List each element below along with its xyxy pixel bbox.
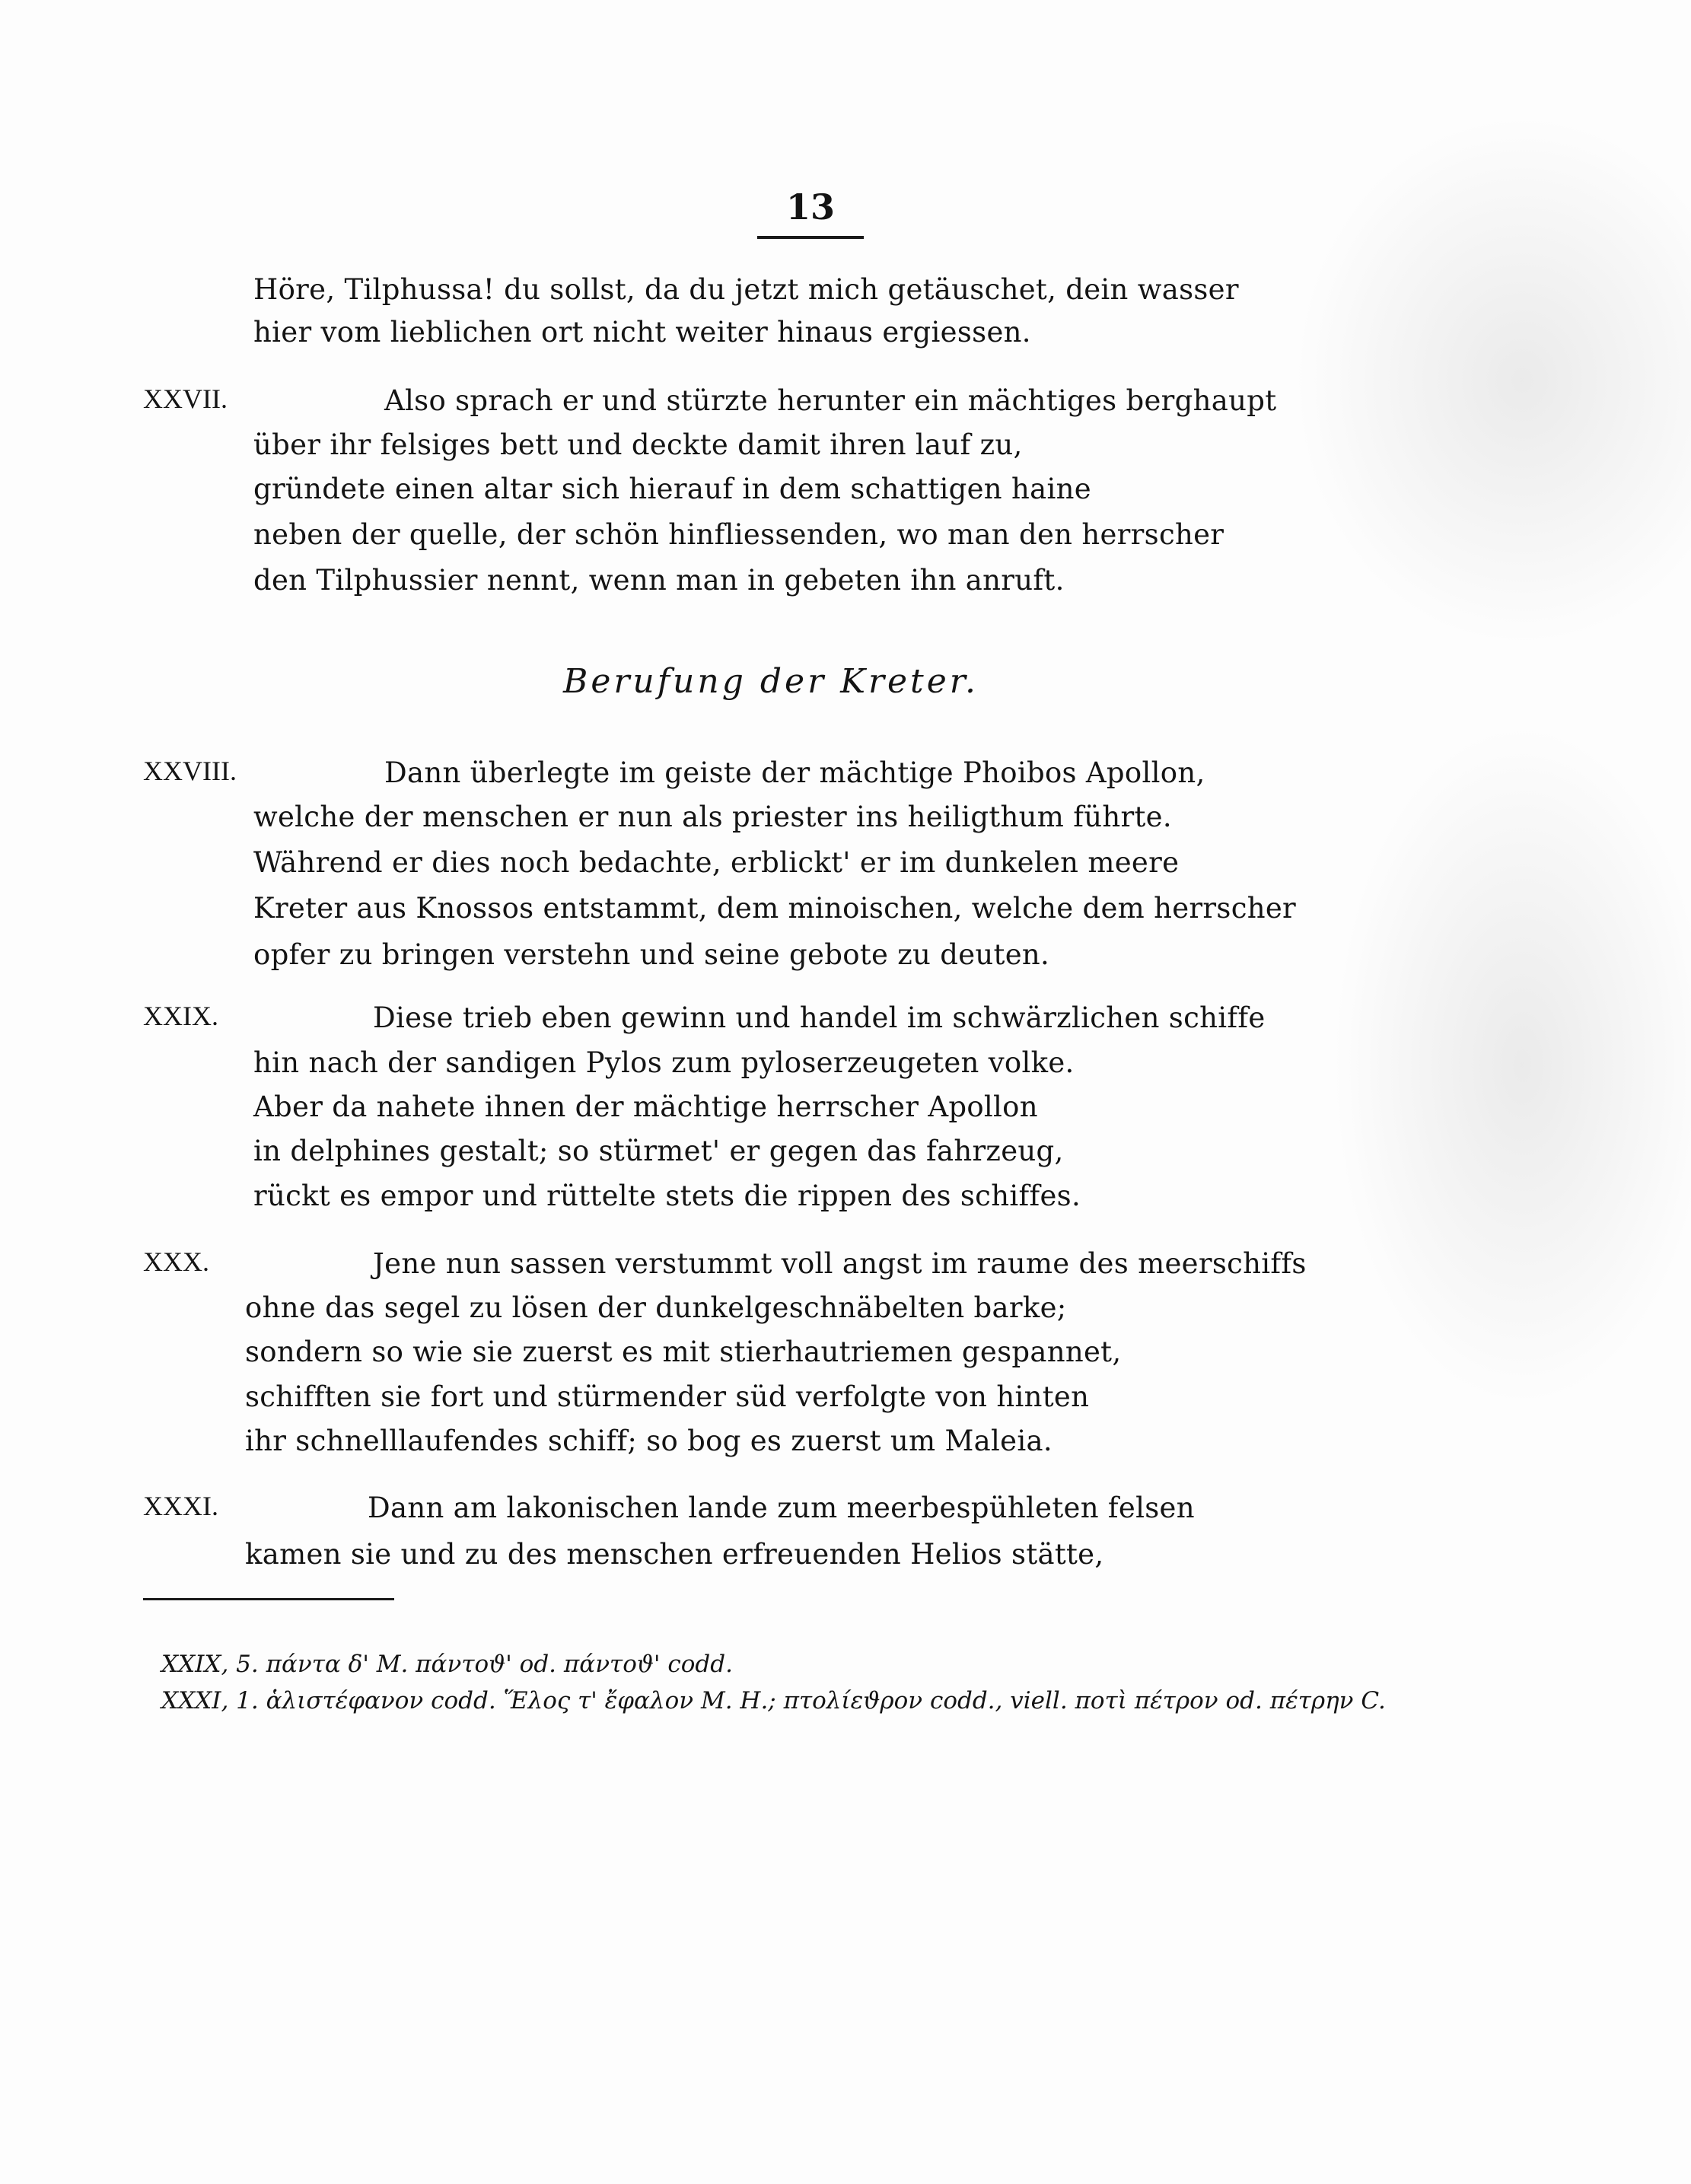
verse-line: Höre, Tilphussa! du sollst, da du jetzt mich getäuschet, dein wasser: [253, 273, 1239, 306]
verse-line: Aber da nahete ihnen der mächtige herrscher Apollon: [253, 1090, 1038, 1123]
verse-line: schifften sie fort und stürmender süd verfolgte von hinten: [245, 1380, 1090, 1413]
stanza-marker: XXIX.: [143, 1001, 218, 1031]
bleed-through-shadow: [1332, 723, 1691, 1408]
stanza-marker: XXXI.: [143, 1491, 218, 1521]
footnote: XXIX, 5. πάντα δ' M. πάντοϑ' od. πάντοϑ' codd.: [161, 1651, 733, 1678]
verse-line: ihr schnelllaufendes schiff; so bog es zuerst um Maleia.: [245, 1425, 1052, 1457]
verse-line: in delphines gestalt; so stürmet' er gegen das fahrzeug,: [253, 1135, 1064, 1167]
verse-line: rückt es empor und rüttelte stets die rippen des schiffes.: [253, 1180, 1081, 1212]
verse-line: neben der quelle, der schön hinfliessenden, wo man den herrscher: [253, 518, 1224, 551]
verse-line: über ihr felsiges bett und deckte damit ihren lauf zu,: [253, 428, 1023, 461]
verse-line: ohne das segel zu lösen der dunkelgeschnäbelten barke;: [245, 1291, 1067, 1324]
verse-line: sondern so wie sie zuerst es mit stierhautriemen gespannet,: [245, 1336, 1122, 1368]
footnote-rule: [143, 1598, 394, 1600]
verse-line: Also sprach er und stürzte herunter ein mächtiges berghaupt: [384, 384, 1277, 417]
verse-line: Kreter aus Knossos entstammt, dem minoischen, welche dem herrscher: [253, 892, 1297, 925]
page-number: 13: [785, 186, 835, 228]
verse-line: Während er dies noch bedachte, erblickt' er im dunkelen meere: [253, 846, 1180, 879]
stanza-marker: XXVII.: [143, 384, 228, 414]
verse-line: opfer zu bringen verstehn und seine gebote zu deuten.: [253, 938, 1050, 971]
footnote: XXXI, 1. ἁλιστέφανον codd. Ἕλος τ' ἔφαλον M. H.; πτολίεϑρον codd., viell. ποτὶ πέτρον od. πέτρην C.: [161, 1687, 1386, 1714]
verse-line: hin nach der sandigen Pylos zum pyloserzeugeten volke.: [253, 1046, 1075, 1079]
verse-line: hier vom lieblichen ort nicht weiter hinaus ergiessen.: [253, 316, 1031, 349]
section-heading: Berufung der Kreter.: [563, 662, 979, 701]
verse-line: Diese trieb eben gewinn und handel im schwärzlichen schiffe: [373, 1001, 1266, 1034]
bleed-through-shadow: [1294, 114, 1691, 647]
stanza-marker: XXX.: [143, 1246, 209, 1277]
verse-line: welche der menschen er nun als priester ins heiligthum führte.: [253, 801, 1172, 833]
stanza-marker: XXVIII.: [143, 756, 237, 786]
verse-line: den Tilphussier nennt, wenn man in gebeten ihn anruft.: [253, 564, 1065, 597]
verse-line: Jene nun sassen verstummt voll angst im raume des meerschiffs: [373, 1247, 1307, 1280]
verse-line: Dann am lakonischen lande zum meerbespühleten felsen: [368, 1492, 1195, 1524]
verse-line: gründete einen altar sich hierauf in dem schattigen haine: [253, 473, 1091, 505]
page-number-rule: [757, 236, 864, 239]
verse-line: kamen sie und zu des menschen erfreuenden Helios stätte,: [245, 1538, 1104, 1571]
verse-line: Dann überlegte im geiste der mächtige Phoibos Apollon,: [384, 756, 1205, 789]
